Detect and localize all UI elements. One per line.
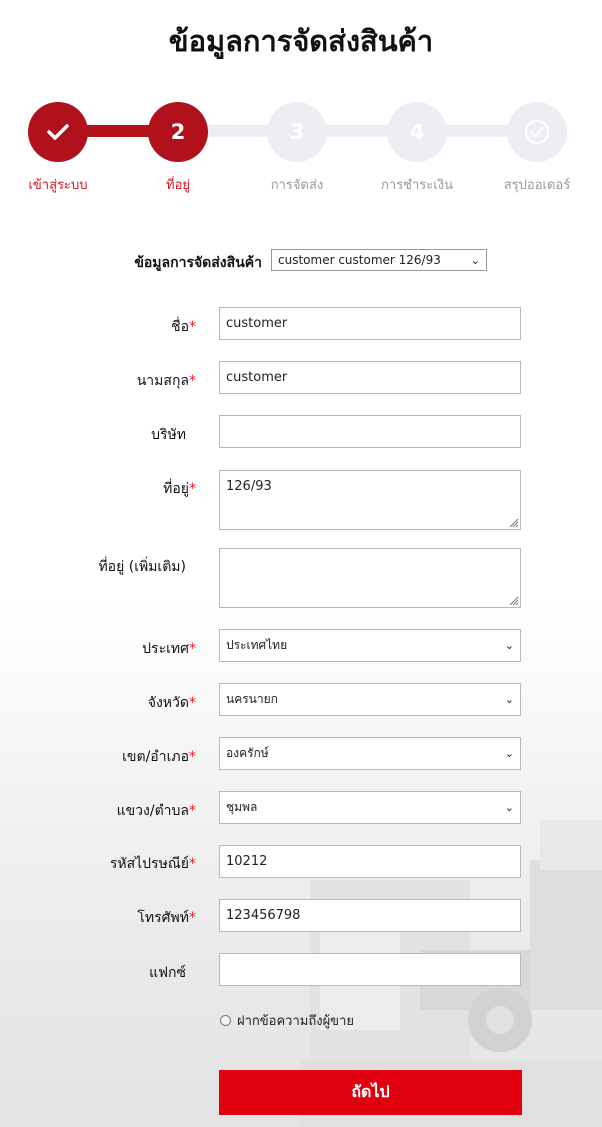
- message-to-seller-option[interactable]: [220, 1010, 354, 1031]
- chevron-down-icon: ⌄: [504, 747, 514, 760]
- chevron-down-icon: ⌄: [504, 639, 514, 652]
- message-to-seller-label: ฝากข้อความถึงผู้ขาย: [237, 1014, 354, 1029]
- postcode-input[interactable]: 10212: [219, 845, 521, 878]
- chevron-down-icon: ⌄: [504, 693, 514, 706]
- district-select[interactable]: องครักษ์ ⌄: [219, 737, 521, 770]
- resize-handle-icon[interactable]: [507, 594, 519, 606]
- check-icon: [47, 123, 69, 141]
- subdistrict-select[interactable]: ชุมพล ⌄: [219, 791, 521, 824]
- company-input[interactable]: [219, 415, 521, 448]
- district-label: เขต/อำเภอ*: [122, 749, 196, 765]
- last-name-input[interactable]: customer: [219, 361, 521, 394]
- address-extra-label: ที่อยู่ (เพิ่มเติม): [98, 559, 186, 575]
- check-circle-icon: [524, 119, 550, 145]
- province-select[interactable]: นครนายก ⌄: [219, 683, 521, 716]
- step-5-summary: [507, 102, 567, 162]
- fax-input[interactable]: [219, 953, 521, 986]
- shipping-profile-value: customer customer 126/93: [278, 253, 441, 267]
- phone-input[interactable]: 123456798: [219, 899, 521, 932]
- first-name-input[interactable]: customer: [219, 307, 521, 340]
- step-3-shipping: [267, 102, 327, 162]
- step-label-shipping: การจัดส่ง: [270, 178, 324, 193]
- step-1-login[interactable]: [28, 102, 88, 162]
- province-label: จังหวัด*: [147, 695, 196, 711]
- shipping-profile-select[interactable]: [271, 249, 487, 271]
- last-name-label: นามสกุล*: [136, 373, 196, 389]
- next-button[interactable]: ถัดไป: [219, 1070, 522, 1115]
- resize-handle-icon[interactable]: [507, 516, 519, 528]
- postcode-label: รหัสไปรษณีย์*: [109, 856, 196, 872]
- country-label: ประเทศ*: [142, 641, 196, 657]
- chevron-down-icon: ⌄: [470, 253, 480, 267]
- address-textarea[interactable]: 126/93: [219, 470, 521, 530]
- step-label-payment: การชำระเงิน: [381, 178, 453, 193]
- phone-label: โทรศัพท์*: [137, 910, 196, 926]
- radio-button[interactable]: [220, 1015, 231, 1026]
- first-name-label: ชื่อ*: [171, 319, 196, 335]
- shipping-profile-label: ข้อมูลการจัดส่งสินค้า: [134, 255, 262, 271]
- step-label-login: เข้าสู่ระบบ: [28, 178, 88, 193]
- step-2-address[interactable]: [148, 102, 208, 162]
- step-4-payment: [387, 102, 447, 162]
- subdistrict-label: แขวง/ตำบล*: [116, 803, 196, 819]
- step-number: 4: [409, 120, 425, 144]
- progress-track-remaining: [178, 125, 538, 137]
- step-number: 3: [289, 120, 305, 144]
- company-label: บริษัท: [151, 427, 186, 443]
- step-number: 2: [170, 120, 186, 144]
- step-label-summary: สรุปออเดอร์: [503, 178, 571, 193]
- country-select[interactable]: ประเทศไทย ⌄: [219, 629, 521, 662]
- chevron-down-icon: ⌄: [504, 801, 514, 814]
- step-label-address: ที่อยู่: [166, 178, 190, 193]
- address-label: ที่อยู่*: [163, 481, 196, 497]
- page-title: ข้อมูลการจัดส่งสินค้า: [168, 24, 434, 58]
- fax-label: แฟกซ์: [149, 965, 186, 981]
- address-extra-textarea[interactable]: [219, 548, 521, 608]
